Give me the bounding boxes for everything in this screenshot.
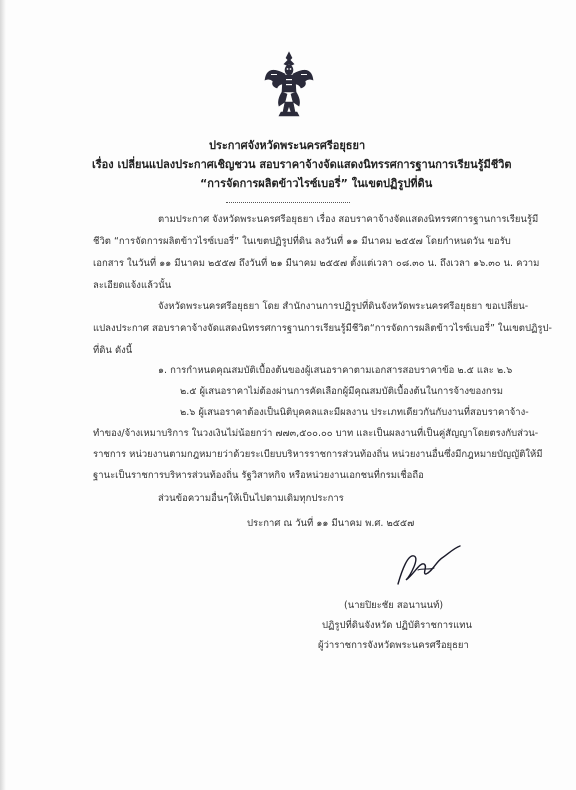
handwritten-signature [392,540,462,588]
para1-line2: ชีวิต “การจัดการผลิตข้าวไรซ์เบอรี่” ในเขตปฏิรูปที่ดิน ลงวันที่ ๑๑ มีนาคม ๒๕๕๗ โดยกำหนดวัน ขอรับ [93,236,511,247]
item-2-6-line3: ราชการ หน่วยงานตามกฎหมายว่าด้วยระเบียบบริหารราชการส่วนท้องถิ่น หน่วยงานอื่นซึ่งมีกฎหมายบัญญัติให้มี [93,449,543,460]
para1-line1: ตามประกาศ จังหวัดพระนครศรีอยุธยา เรื่อง สอบราคาจ้างจัดแสดงนิทรรศการฐานการเรียนรู้มี [158,214,539,225]
para2-line2: แปลงประกาศ สอบราคาจ้างจัดแสดงนิทรรศการฐานการเรียนรู้มีชีวิต“การจัดการผลิตข้าวไรซ์เบอรี่” ในเขตปฏิรูป- [93,323,552,334]
item-1: ๑. การกำหนดคุณสมบัติเบื้องต้นของผู้เสนอราคาตามเอกสารสอบราคาข้อ ๒.๕ และ ๒.๖ [158,365,513,376]
document-title: ประกาศจังหวัดพระนครศรีอยุธยา [209,139,366,152]
item-2-6-line4: ฐานะเป็นราชการบริหารส่วนท้องถิ่น รัฐวิสาหกิจ หรือหน่วยงานเอกชนที่กรมเชื่อถือ [93,470,424,481]
project-name: “การจัดการผลิตข้าวไรซ์เบอรี่” ในเขตปฏิรูปที่ดิน [200,177,433,190]
closing-note: ส่วนข้อความอื่นๆให้เป็นไปตามเดิมทุกประการ [158,493,344,504]
signer-position-1: ปฏิรูปที่ดินจังหวัด ปฏิบัติราชการแทน [322,620,473,631]
item-2-6-line2: ทำของ/จ้างเหมาบริการ ในวงเงินไม่น้อยกว่า ๗๗๓,๕๐๐.๐๐ บาท และเป็นผลงานที่เป็นคู่สัญญาโดยตรงกับส่วน- [93,428,539,439]
signer-position-2: ผู้ว่าราชการจังหวัดพระนครศรีอยุธยา [318,640,469,651]
para1-line4: ละเอียดแจ้งแล้วนั้น [93,280,172,291]
para2-line3: ที่ดิน ดังนี้ [93,345,133,356]
item-2-5: ๒.๕ ผู้เสนอราคาไม่ต้องผ่านการคัดเลือกผู้มีคุณสมบัติเบื้องต้นในการจ้างของกรม [180,386,503,397]
para2-line1: จังหวัดพระนครศรีอยุธยา โดย สำนักงานการปฏิรูปที่ดินจังหวัดพระนครศรีอยุธยา ขอเปลี่ยน- [158,301,529,312]
garuda-emblem-icon [263,50,315,120]
signer-name: (นายปิยะชัย สอนานนท์) [344,600,444,611]
page-edge-shadow [0,0,6,790]
title-divider [226,202,350,203]
document-subject: เรื่อง เปลี่ยนแปลงประกาศเชิญชวน สอบราคาจ้างจัดแสดงนิทรรศการฐานการเรียนรู้มีชีวิต [92,158,512,171]
item-2-6-line1: ๒.๖ ผู้เสนอราคาต้องเป็นนิติบุคคลและมีผลงาน ประเภทเดียวกันกับงานที่สอบราคาจ้าง- [180,407,529,418]
para1-line3: เอกสาร ในวันที่ ๑๑ มีนาคม ๒๕๕๗ ถึงวันที่ ๒๑ มีนาคม ๒๕๕๗ ตั้งแต่เวลา ๐๘.๓๐ น. ถึงเวลา ๑๖.๓๐ น. ความ [93,258,540,269]
announcement-date: ประกาศ ณ วันที่ ๑๑ มีนาคม พ.ศ. ๒๕๕๗ [247,518,415,529]
